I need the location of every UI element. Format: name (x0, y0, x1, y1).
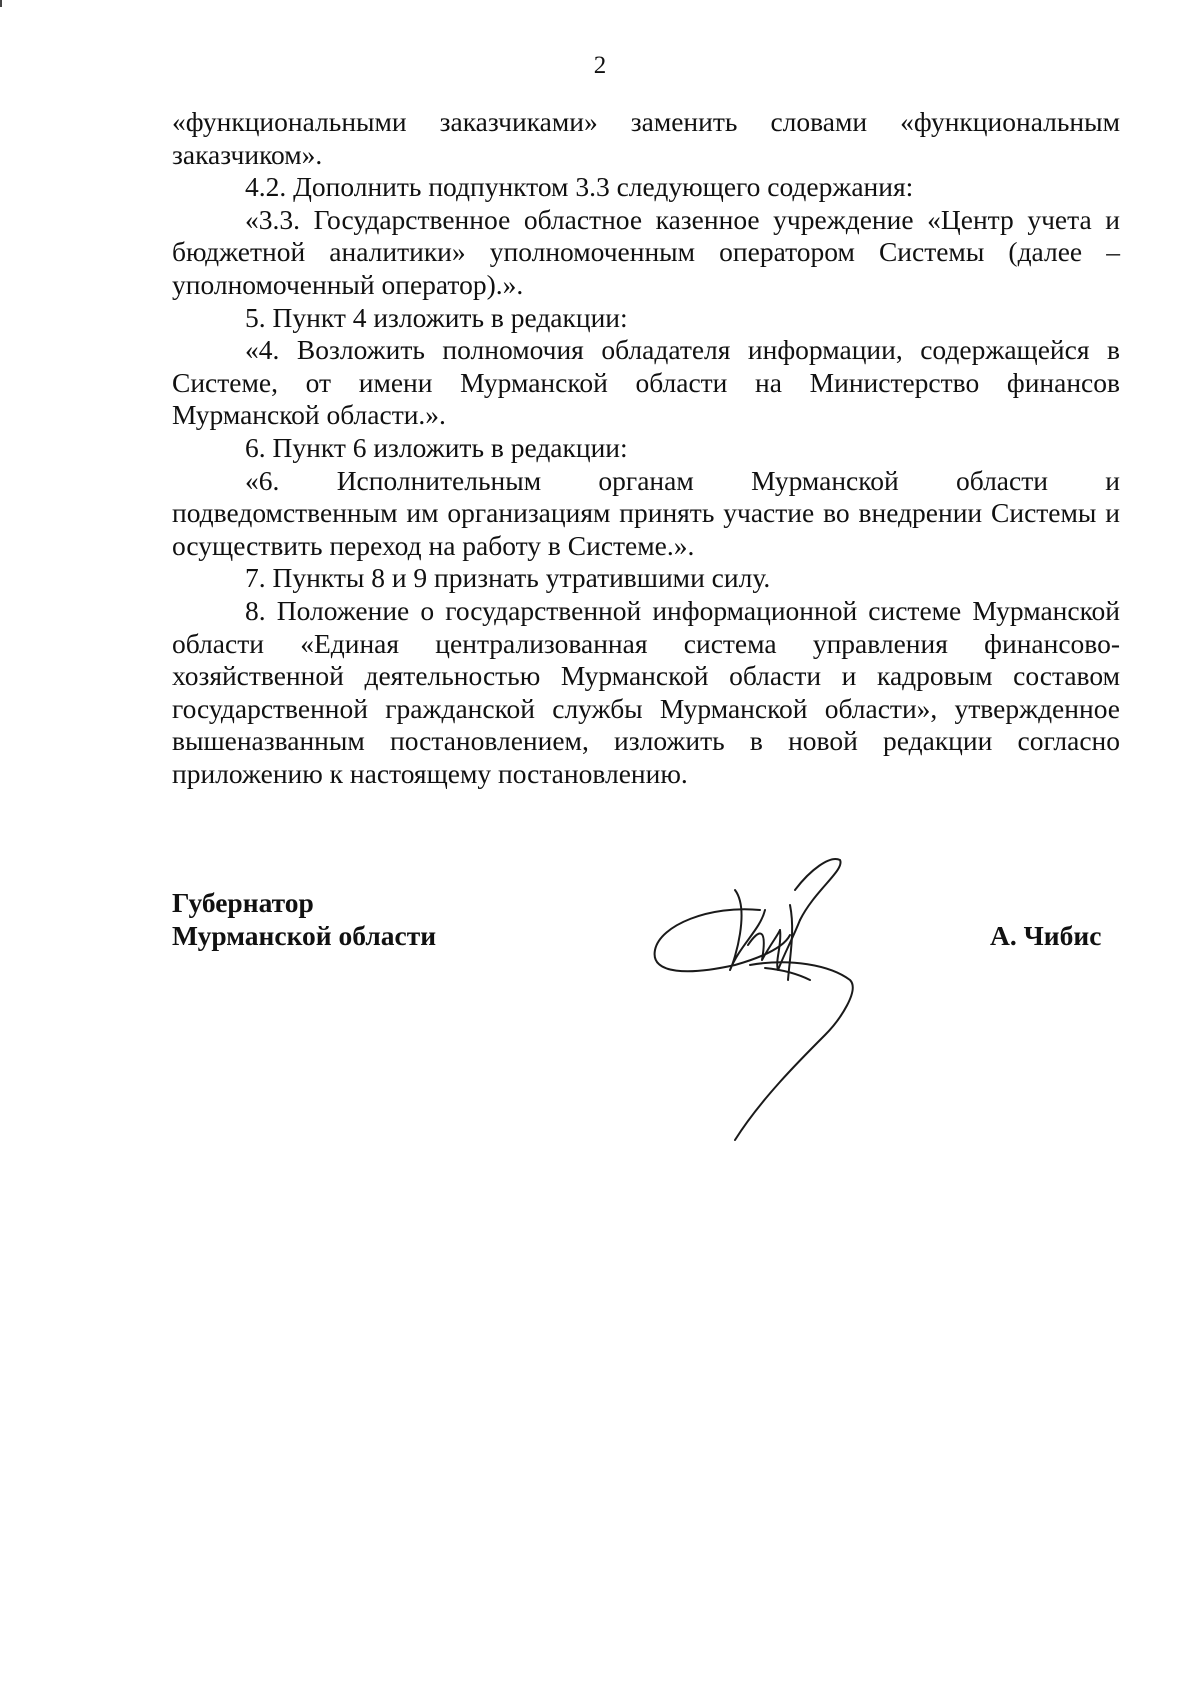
paragraph-1: «функциональными заказчиками» заменить словами «функциональным заказчиком». (172, 106, 1120, 170)
paragraph-5: 5. Пункт 4 изложить в редакции: (245, 301, 628, 333)
document-body (172, 106, 1120, 790)
scan-edge-mark (0, 0, 2, 7)
paragraph-4-quote: «4. Возложить полномочия обладателя информации, содержащейся в Системе, от имени Мурманской области на Министерство финансов Мурманской области.». (172, 334, 1120, 431)
paragraph-8: 8. Положение о государственной информационной системе Мурманской области «Единая централизованная система управления финансово-хозяйственной деятельностью Мурманской области и кадровым составом государственной гражданской службы Мурманской области», утвержденное вышеназванным постановлением, изложить в новой редакции согласно приложению к настоящему постановлению. (172, 594, 1120, 789)
paragraph-6-quote-line1: «6. Исполнительным органам Мурманской области и (245, 464, 1120, 496)
handwritten-signature (640, 850, 900, 1150)
signatory-name: А. Чибис (990, 920, 1102, 951)
paragraph-4-2: 4.2. Дополнить подпунктом 3.3 следующего содержания: (245, 171, 914, 203)
signatory-region: Мурманской области (172, 920, 437, 951)
signatory-position (172, 886, 436, 952)
page-number: 2 (593, 52, 607, 79)
paragraph-6-quote-rest: подведомственным им организациям принять участие во внедрении Системы и осуществить переход на работу в Системе.». (172, 497, 1120, 561)
paragraph-6: 6. Пункт 6 изложить в редакции: (245, 431, 628, 463)
paragraph-7: 7. Пункты 8 и 9 признать утратившими силу. (245, 562, 771, 594)
signatory-title: Губернатор (172, 887, 314, 918)
paragraph-3-3-quote: «3.3. Государственное областное казенное учреждение «Центр учета и бюджетной аналитики» уполномоченным оператором Системы (далее – уполномоченный оператор).». (172, 203, 1120, 300)
